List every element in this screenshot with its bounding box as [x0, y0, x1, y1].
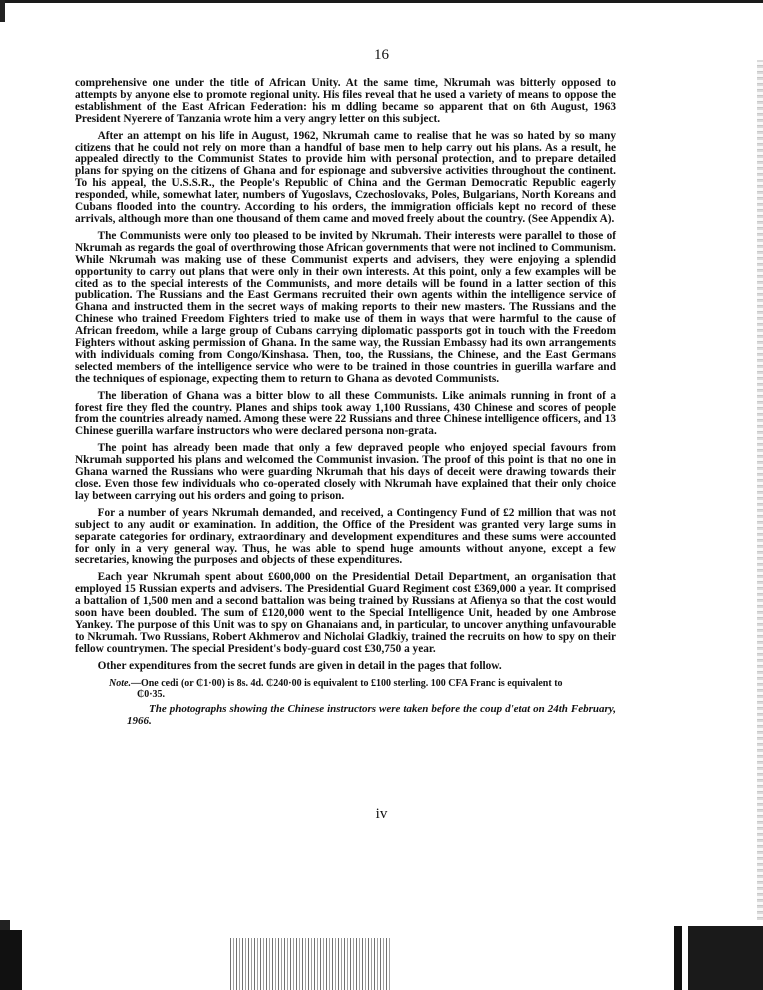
photo-caption: The photographs showing the Chinese instructors were taken before the coup d'etat on 24th February, 1966. — [127, 702, 616, 727]
scan-dark-left-block — [0, 930, 22, 990]
scan-noise-strip — [230, 938, 390, 990]
page-number: 16 — [374, 47, 389, 63]
scan-top-border — [0, 0, 763, 3]
scan-dark-right-block — [668, 926, 763, 990]
paragraph-5: The point has already been made that only a few depraved people who enjoyed special favours from Nkrumah supported his plans and welcomed the Communist invasion. The proof of this point is that no one in Ghana warned the Russians who were guarding Nkrumah that his days of deceit were drawing towards their close. Even those few individuals who co-operated closely with Nkrumah have explained that their only choice lay between carrying out his orders and going to prison. — [75, 442, 616, 502]
paragraph-6: For a number of years Nkrumah demanded, and received, a Contingency Fund of £2 million that was not subject to any audit or examination. In addition, the Office of the President was granted very large sums in separate categories for ordinary, extraordinary and development expenditures and these sums were accounted for only in a very general way. Thus, he was able to spend huge amounts without anyone, except a few secretaries, knowing the purposes and objects of these expenditures. — [75, 506, 616, 567]
note-text-1: —One cedi (or ₵1·00) is 8s. 4d. ₵240·00 is equivalent to £100 sterling. 100 CFA Franc is equivalent to — [130, 677, 563, 689]
paragraph-3: The Communists were only too pleased to be invited by Nkrumah. Their interests were parallel to those of Nkrumah as regards the goal of overthrowing those African governments that were not inclined to Communism. While Nkrumah was making use of these Communist experts and advisers, they were enjoying a splendid opportunity to carry out plans that were only in their own interests. At this point, only a few examples will be cited as to the special interests of the Communists, and more details will be found in a latter section of this publication. The Russians and the East Germans recruited their own agents within the intelligence service of Ghana and instructed them in the secret ways of making reports to their new masters. The Russians and the Chinese who trained Freedom Fighters tried to make use of them in ways that were harmful to the cause of African freedom, while a large group of Cubans carrying diplomatic passports got in touch with the Freedom Fighters without asking permission of Ghana. In the same way, the Russian Embassy had its own arrangements with individuals coming from Congo/Kinshasa. Then, too, the Russians, the Chinese, and the East Germans selected members of the intelligence service who were to be trained in those countries in guerilla warfare and the techniques of espionage, expecting them to return to Ghana as devoted Communists. — [75, 229, 616, 385]
paragraph-1: comprehensive one under the title of African Unity. At the same time, Nkrumah was bitterly opposed to attempts by anyone else to promote regional unity. His files reveal that he used a variety of means to oppose the establishment of the East African Federation: his m ddling became so apparent that on 6th August, 1963 President Nyerere of Tanzania wrote him a very angry letter on this subject. — [75, 77, 616, 125]
scan-right-edge — [757, 60, 763, 920]
paragraph-8: Other expenditures from the secret funds are given in detail in the pages that follow. — [97, 659, 502, 672]
scan-corner-mark — [0, 0, 5, 22]
paragraph-7: Each year Nkrumah spent about £600,000 on the Presidential Detail Department, an organisation that employed 15 Russian experts and advisers. The Presidential Guard Regiment cost £369,000 a year. It comprised a battalion of 1,500 men and a second battalion was being trained by Russians at Afienya so that the cost would soon have been doubled. The sum of £120,000 went to the Special Intelligence Unit, headed by one Ambrose Yankey. The purpose of this Unit was to spy on Ghanaians and, in particular, to uncover anything unfavourable to Nkrumah. Two Russians, Robert Akhmerov and Nicholai Gladkiy, trained the recruits on how to spy on their fellow countrymen. The special President's body-guard cost £30,750 a year. — [75, 571, 616, 655]
roman-page-number: iv — [375, 806, 388, 822]
currency-note — [75, 678, 616, 727]
paragraph-4: The liberation of Ghana was a bitter blow to all these Communists. Like animals running in front of a forest fire they fled the country. Planes and ships took away 1,100 Russians, 430 Chinese and scores of people from the countries already named. Among these were 22 Russians and three Chinese intelligence officers, and 13 Chinese guerilla warfare instructors who were declared persona non-grata. — [75, 389, 616, 438]
body-text — [75, 78, 616, 727]
note-line-2: ₵0·35. — [137, 688, 166, 700]
note-label: Note. — [109, 677, 131, 689]
scan-bottom-margin — [0, 920, 763, 990]
note-line-1 — [75, 678, 616, 689]
paragraph-2: After an attempt on his life in August, 1962, Nkrumah came to realise that he was so hated by so many citizens that he could not rely on more than a handful of base men to help carry out his plans. As a result, he appealed directly to the Communist States to provide him with personal protection, and to prepare detailed plans for spying on the citizens of Ghana and for espionage and subversive activities throughout the continent. To his appeal, the U.S.S.R., the People's Republic of China and the German Democratic Republic eagerly responded, while, somewhat later, numbers of Yugoslavs, Czechoslovaks, Poles, Bulgarians, North Koreans and Cubans flooded into the country. According to his orders, the immigration officials kept no record of these arrivals, although more than one thousand of them came and moved freely about the country. (See Appendix A). — [75, 129, 616, 225]
